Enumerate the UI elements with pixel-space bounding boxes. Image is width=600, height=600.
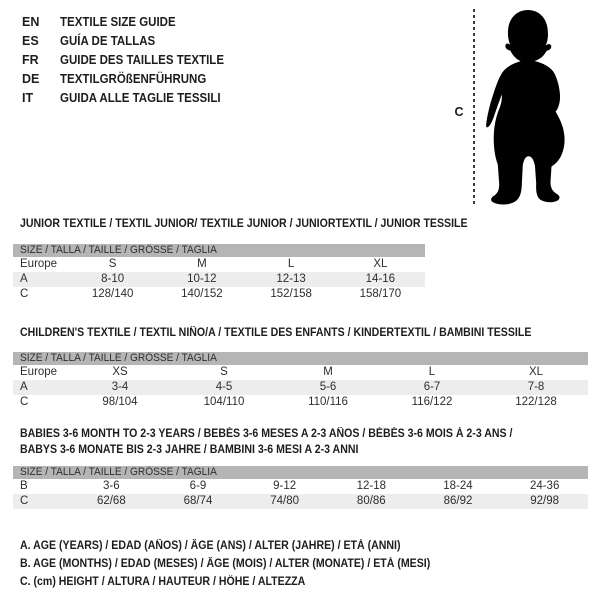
table-row <box>13 272 425 287</box>
footnote-c <box>20 573 466 591</box>
row-label: A <box>20 273 28 285</box>
guide-title: GUIDA ALLE TAGLIE TESSILI <box>60 90 221 105</box>
section-title-text: BABIES 3-6 MONTH TO 2-3 YEARS / BEBÉS 3-6 MESES A 2-3 AÑOS / BÉBÉS 3-6 MOIS À 2-3 ANS / <box>20 428 513 440</box>
footnote-text: C. (cm) HEIGHT / ALTURA / HAUTEUR / HÖHE / ALTEZZA <box>20 576 306 588</box>
section-title-text: BABYS 3-6 MONATE BIS 2-3 JAHRE / BAMBINI 3-6 MESI A 2-3 ANNI <box>20 444 359 456</box>
table-cell: 62/68 <box>96 495 126 507</box>
footnote-a <box>20 537 466 555</box>
table-row <box>13 287 425 302</box>
table-cell: 104/110 <box>203 396 245 408</box>
language-code: IT <box>22 90 34 105</box>
language-code: EN <box>22 14 40 29</box>
guide-title: TEXTILE SIZE GUIDE <box>60 14 176 29</box>
table-cell: 14-16 <box>365 273 396 285</box>
row-label: B <box>20 480 28 492</box>
table-cell: 128/140 <box>91 288 134 300</box>
guide-title: GUIDE DES TAILLES TEXTILE <box>60 52 225 67</box>
baby-silhouette-icon <box>484 6 576 208</box>
language-title-list <box>22 12 238 107</box>
table-cell: 5-6 <box>319 381 337 393</box>
section-title-babies <box>20 426 555 458</box>
table-cell: L <box>428 366 436 378</box>
list-item <box>22 69 238 88</box>
table-cell: 4-5 <box>215 381 233 393</box>
table-cell: 6-7 <box>423 381 441 393</box>
table-cell: 158/170 <box>359 288 402 300</box>
table-row <box>13 395 588 410</box>
table-cell: 8-10 <box>101 273 125 285</box>
table-header-bar <box>13 466 588 479</box>
table-cell: 12-18 <box>356 480 387 492</box>
list-item <box>22 31 238 50</box>
table-cell: 122/128 <box>515 396 557 408</box>
table-header-bar <box>13 352 588 365</box>
table-cell: M <box>197 258 207 270</box>
table-cell: 86/92 <box>443 495 473 507</box>
guide-title: TEXTILGRÖßENFÜHRUNG <box>60 71 207 86</box>
table-header-text: SIZE / TALLA / TAILLE / GRÖSSE / TAGLIA <box>20 466 217 478</box>
table-header-text: SIZE / TALLA / TAILLE / GRÖSSE / TAGLIA <box>20 352 217 364</box>
table-header-text: SIZE / TALLA / TAILLE / GRÖSSE / TAGLIA <box>20 244 217 256</box>
section-title-text: JUNIOR TEXTILE / TEXTIL JUNIOR/ TEXTILE JUNIOR / JUNIORTEXTIL / JUNIOR TESSILE <box>20 218 468 230</box>
table-cell: 10-12 <box>187 273 217 285</box>
table-header-bar <box>13 244 425 257</box>
height-measure-label: C <box>454 105 464 119</box>
table-cell: 3-6 <box>103 480 120 492</box>
table-cell: 6-9 <box>189 480 207 492</box>
list-item <box>22 88 238 107</box>
section-title-text: CHILDREN'S TEXTILE / TEXTIL NIÑO/A / TEXTILE DES ENFANTS / KINDERTEXTIL / BAMBINI TESSILE <box>20 327 532 339</box>
table-cell: 18-24 <box>443 480 473 492</box>
list-item <box>22 50 238 69</box>
footnote-legend <box>20 537 466 591</box>
table-cell: S <box>108 258 117 270</box>
table-row <box>13 380 588 395</box>
language-code: ES <box>22 33 39 48</box>
height-measure-line <box>473 9 475 206</box>
language-code: FR <box>22 52 39 67</box>
table-row <box>13 479 588 494</box>
babies-size-table <box>13 466 588 509</box>
children-size-table <box>13 352 588 410</box>
section-title-children <box>20 325 576 341</box>
table-cell: 68/74 <box>183 495 213 507</box>
table-cell: 7-8 <box>527 381 545 393</box>
row-label: A <box>20 381 28 393</box>
footnote-text: A. AGE (YEARS) / EDAD (AÑOS) / ÂGE (ANS) / ALTER (JAHRE) / ETÀ (ANNI) <box>20 540 401 552</box>
section-title-junior <box>20 216 506 232</box>
row-label: C <box>20 396 29 408</box>
table-cell: 116/122 <box>411 396 453 408</box>
table-cell: XS <box>112 366 128 378</box>
table-cell: 80/86 <box>356 495 386 507</box>
footnote-text: B. AGE (MONTHS) / EDAD (MESES) / ÂGE (MOIS) / ALTER (MONATE) / ETÀ (MESI) <box>20 558 431 570</box>
guide-title: GUÍA DE TALLAS <box>60 33 156 48</box>
row-label: C <box>20 495 29 507</box>
table-cell: 140/152 <box>181 288 223 300</box>
table-cell: 24-36 <box>529 480 560 492</box>
table-cell: 152/158 <box>270 288 312 300</box>
row-label: Europe <box>20 366 58 378</box>
table-cell: 9-12 <box>273 480 297 492</box>
table-row <box>13 365 588 380</box>
table-cell: L <box>287 258 295 270</box>
table-cell: S <box>220 366 228 378</box>
junior-size-table <box>13 244 425 302</box>
table-cell: 92/98 <box>530 495 560 507</box>
table-cell: 110/116 <box>308 396 348 408</box>
table-row <box>13 494 588 509</box>
language-code: DE <box>22 71 40 86</box>
table-cell: 74/80 <box>270 495 300 507</box>
table-row <box>13 257 425 272</box>
table-cell: M <box>323 366 333 378</box>
table-cell: 12-13 <box>276 273 306 285</box>
table-cell: 3-4 <box>111 381 129 393</box>
table-cell: XL <box>373 258 388 270</box>
table-cell: XL <box>528 366 544 378</box>
row-label: C <box>20 288 29 300</box>
list-item <box>22 12 238 31</box>
table-cell: 98/104 <box>102 396 138 408</box>
footnote-b <box>20 555 466 573</box>
row-label: Europe <box>20 258 58 270</box>
